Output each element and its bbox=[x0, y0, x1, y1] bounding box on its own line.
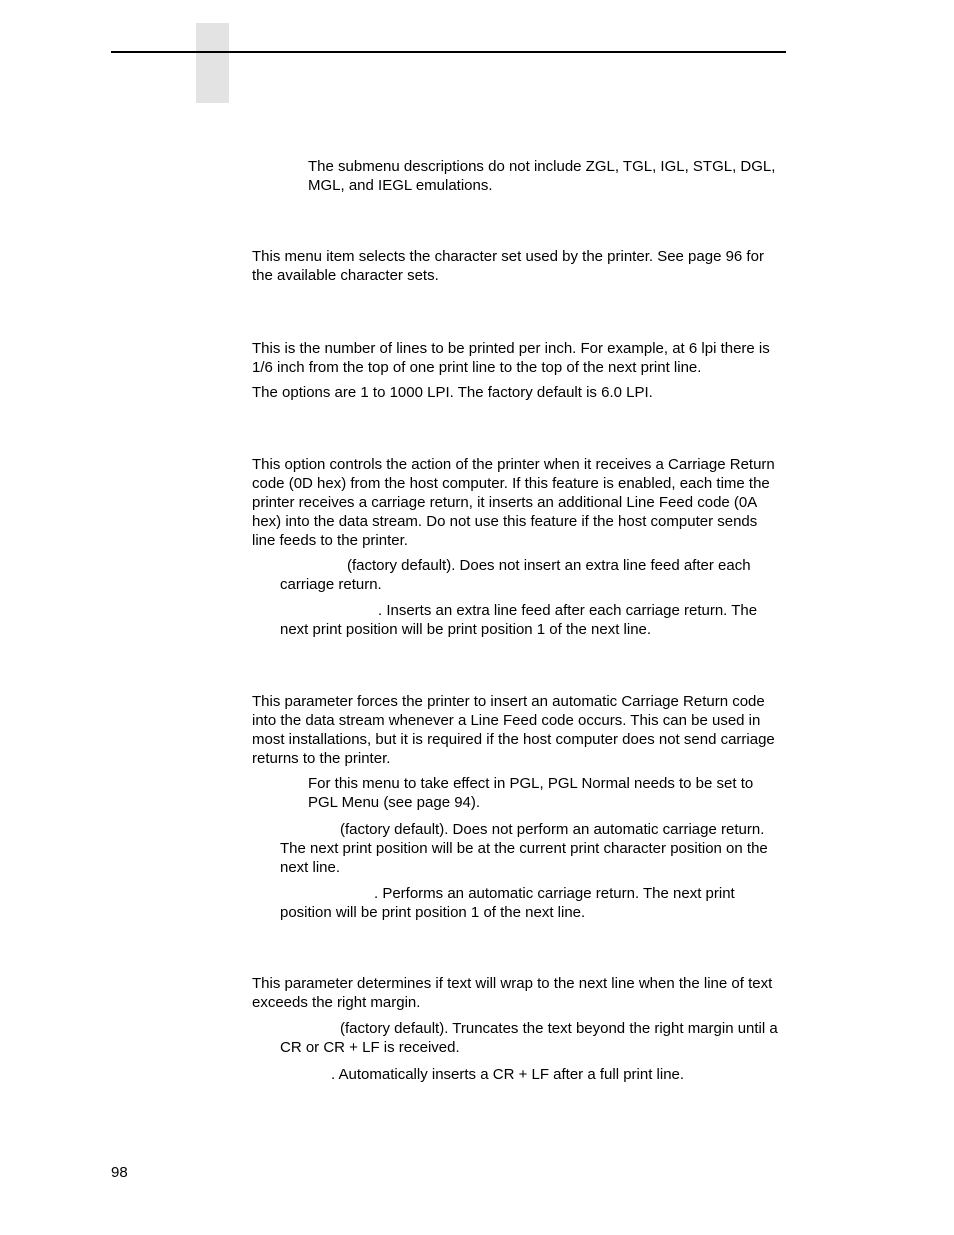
page-number: 98 bbox=[111, 1164, 128, 1181]
lf-edit-option-disable: (factory default). Does not perform an automatic carriage return. The next print position will be at the current print character position on the next line. bbox=[280, 821, 768, 876]
header-rule bbox=[111, 51, 786, 53]
lf-edit-note: For this menu to take effect in PGL, PGL Normal needs to be set to PGL Menu (see page 94). bbox=[308, 775, 754, 811]
note-emulations: The submenu descriptions do not include ZGL, TGL, IGL, STGL, DGL, MGL, and IEGL emulations. bbox=[308, 158, 776, 194]
line-wrap-description: This parameter determines if text will wrap to the next line when the line of text exceeds the right margin. bbox=[252, 975, 773, 1011]
cr-edit-option-disable: (factory default). Does not insert an extra line feed after each carriage return. bbox=[280, 557, 751, 593]
lf-edit-description: This parameter forces the printer to insert an automatic Carriage Return code into the data stream whenever a Line Feed code occurs. This can be used in most installations, but it is required if the host computer does not send carriage returns to the printer. bbox=[252, 693, 775, 767]
cr-edit-description: This option controls the action of the printer when it receives a Carriage Return code (0D hex) from the host computer. If this feature is enabled, each time the printer receives a carriage return, it inserts an additional Line Feed code (0A hex) into the data stream. Do not use this feature if the host computer sends line feeds to the printer. bbox=[252, 456, 775, 549]
cr-edit-option-enable: . Inserts an extra line feed after each carriage return. The next print position will be print position 1 of the next line. bbox=[280, 602, 758, 638]
lf-edit-option-enable: . Performs an automatic carriage return. The next print position will be print position 1 of the next line. bbox=[280, 885, 735, 921]
line-wrap-option-enable: . Automatically inserts a CR + LF after a full print line. bbox=[331, 1066, 685, 1083]
character-set-description: This menu item selects the character set used by the printer. See page 96 for the available character sets. bbox=[252, 248, 764, 284]
chapter-tab bbox=[196, 23, 229, 103]
lpi-description: This is the number of lines to be printed per inch. For example, at 6 lpi there is 1/6 inch from the top of one print line to the top of the next print line. bbox=[252, 340, 770, 376]
lpi-options: The options are 1 to 1000 LPI. The factory default is 6.0 LPI. bbox=[252, 384, 653, 401]
line-wrap-option-disable: (factory default). Truncates the text beyond the right margin until a CR or CR + LF is received. bbox=[280, 1020, 778, 1056]
